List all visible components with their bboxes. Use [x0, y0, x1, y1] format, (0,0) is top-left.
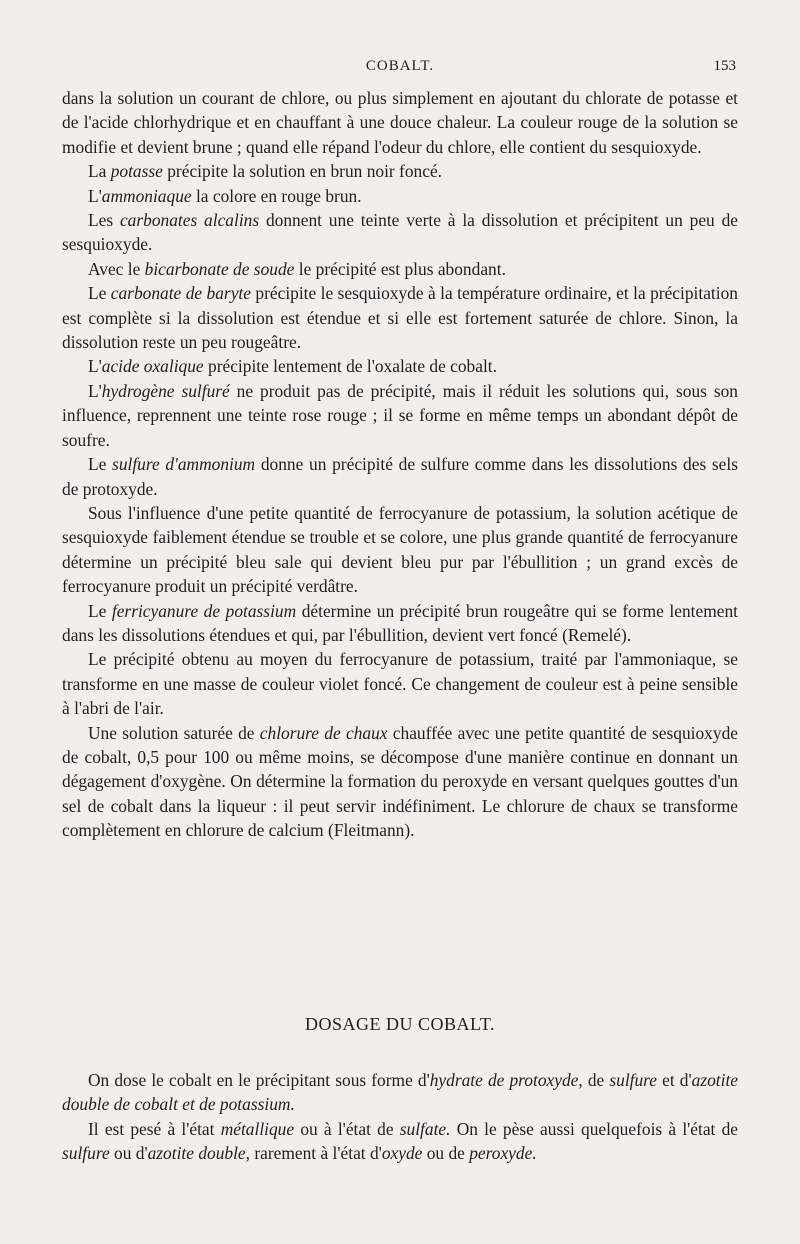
text-run: On dose le cobalt en le précipitant sous forme d'	[88, 1070, 430, 1090]
text-run: ou de	[422, 1143, 470, 1164]
paragraph	[62, 184, 738, 208]
paragraph	[62, 452, 738, 501]
italic-term: carbonate de baryte	[110, 283, 251, 304]
paragraph	[62, 599, 738, 648]
italic-term: peroxyde.	[469, 1143, 537, 1164]
italic-term: acide oxalique	[101, 356, 204, 377]
paragraph	[62, 501, 738, 599]
text-run: Le	[88, 283, 111, 304]
text-run: On le pèse aussi quelquefois à l'état de	[450, 1118, 739, 1139]
text-run: L'	[88, 185, 102, 206]
text-run: le précipité est plus abondant.	[294, 258, 506, 279]
text-run: L'	[88, 380, 102, 401]
text-run: Il est pesé à l'état	[88, 1118, 221, 1139]
paragraph	[62, 379, 738, 452]
text-run: détermine un précipité brun rougeâtre qui se forme lentement dans les dissolutions étendues et qui, par l'ébullition, devient vert foncé (Remelé).	[62, 600, 738, 645]
text-run: Avec le	[88, 258, 145, 279]
italic-term: sulfure	[62, 1143, 110, 1164]
text-run: chauffée avec une petite quantité de sesquioxyde de cobalt, 0,5 pour 100 ou même moins, se décompose d'une manière continue en donnant un dégagement d'oxygène. On détermine la formation du peroxyde en versant quelques gouttes d'un sel de cobalt dans la liqueur : il peut servir indéfiniment. Le chlorure de chaux se transforme complètement en chlorure de calcium (Fleitmann).	[62, 722, 738, 841]
text-run: précipite lentement de l'oxalate de cobalt.	[203, 356, 497, 377]
italic-term: sulfure d'ammonium	[112, 454, 256, 475]
text-run: dans la solution un courant de chlore, ou plus simplement en ajoutant du chlorate de potasse et de l'acide chlorhydrique et en chauffant à une douce chaleur. La couleur rouge de la solution se modifie et devient brune ; quand elle répand l'odeur du chlore, elle contient du sesquioxyde.	[62, 88, 738, 157]
italic-term: sulfure	[609, 1070, 658, 1090]
paragraph	[62, 159, 738, 183]
body-text	[62, 86, 738, 843]
paragraph	[62, 721, 738, 843]
text-run: Le précipité obtenu au moyen du ferrocyanure de potassium, traité par l'ammoniaque, se transforme en une masse de couleur violet foncé. Ce changement de couleur est à peine sensible à l'abri de l'air.	[62, 649, 738, 719]
paragraph	[62, 208, 738, 257]
paragraph	[62, 257, 738, 281]
paragraph	[62, 1117, 738, 1166]
paragraph	[62, 281, 738, 354]
italic-term: ammoniaque	[101, 185, 192, 206]
paragraph	[62, 647, 738, 720]
italic-term: oxyde	[381, 1143, 423, 1164]
italic-term: chlorure de chaux	[259, 722, 388, 743]
page-number: 153	[713, 58, 736, 74]
text-run: précipite la solution en brun noir foncé.	[162, 161, 443, 182]
text-run: la colore en rouge brun.	[191, 185, 362, 206]
italic-term: ferricyanure de potassium	[111, 600, 297, 621]
italic-term: métallique	[220, 1118, 295, 1139]
italic-term: azotite double de cobalt et de potassium.	[62, 1070, 738, 1115]
italic-term: azotite double,	[147, 1143, 250, 1164]
text-run: Une solution saturée de	[88, 722, 260, 743]
italic-term: potasse	[110, 161, 163, 182]
section-title: DOSAGE DU COBALT.	[304, 1014, 495, 1034]
paragraph	[62, 354, 738, 378]
text-run: ou à l'état de	[294, 1118, 400, 1139]
text-run: ou d'	[109, 1143, 148, 1164]
text-run: donne un précipité de sulfure comme dans les dissolutions des sels de protoxyde.	[62, 454, 738, 499]
text-run: Les	[88, 210, 120, 231]
italic-term: sulfate.	[399, 1118, 451, 1139]
text-run: ne produit pas de précipité, mais il réduit les solutions qui, sous son influence, reprennent une teinte rose rouge ; il se forme en même temps un abondant dépôt de soufre.	[62, 380, 738, 450]
text-run: Le	[88, 454, 113, 475]
text-run: Sous l'influence d'une petite quantité de ferrocyanure de potassium, la solution acétique de sesquioxyde faiblement étendue se trouble et se colore, une plus grande quantité de ferrocyanure détermine un précipité bleu sale qui devient bleu pur par l'ébullition ; un grand excès de ferrocyanure produit un précipité verdâtre.	[62, 502, 738, 597]
text-run: La	[88, 161, 111, 182]
italic-term: hydrate de protoxyde,	[429, 1070, 583, 1090]
text-run: rarement à l'état d'	[250, 1143, 382, 1164]
text-run: de	[582, 1070, 610, 1090]
paragraph	[62, 86, 738, 159]
italic-term: hydrogène sulfuré	[101, 380, 230, 401]
text-run: Le	[88, 600, 112, 621]
running-title: COBALT.	[365, 58, 435, 74]
text-run: précipite le sesquioxyde à la température ordinaire, et la précipitation est complète si la dissolution est étendue et si elle est fortement saturée de chlore. Sinon, la dissolution reste un peu rougeâtre.	[62, 283, 738, 353]
italic-term: carbonates alcalins	[119, 210, 260, 231]
italic-term: bicarbonate de soude	[144, 258, 295, 279]
paragraph	[62, 1068, 738, 1117]
section-text	[62, 1068, 738, 1166]
text-run: L'	[88, 356, 102, 377]
text-run: donnent une teinte verte à la dissolution et précipitent un peu de sesquioxyde.	[62, 210, 738, 255]
text-run: et d'	[657, 1070, 692, 1090]
